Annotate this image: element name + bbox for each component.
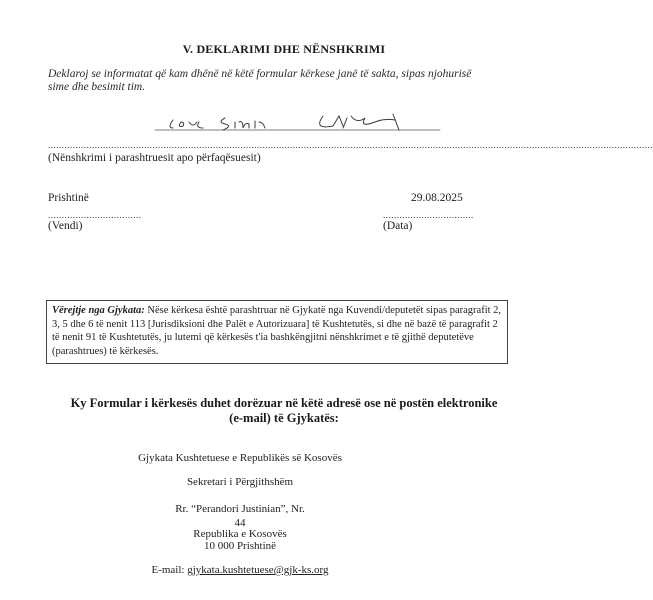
place-value: Prishtinë: [48, 192, 89, 204]
address-country: Republika e Kosovës: [193, 528, 287, 540]
address-court: Gjykata Kushtetuese e Republikës së Kosovës: [138, 452, 342, 464]
email-label: E-mail:: [151, 564, 188, 576]
date-value: 29.08.2025: [411, 192, 463, 204]
date-caption: (Data): [383, 220, 413, 232]
place-dotted-line: ..................................: [48, 210, 142, 220]
email-link[interactable]: gjykata.kushtetuese@gjk-ks.org: [187, 564, 329, 576]
court-notice-box: [46, 300, 508, 364]
handwritten-signature: [155, 108, 445, 136]
address-city: 10 000 Prishtinë: [203, 540, 277, 552]
notice-lead: Vërejtje nga Gjykata:: [52, 305, 145, 316]
address-office: Sekretari i Përgjithshëm: [186, 476, 294, 488]
submission-heading: [0, 396, 568, 426]
address-street: Rr. “Perandori Justinian”, Nr.: [175, 503, 305, 515]
signature-dotted-line: ............................................................................................................................................................................................................................: [48, 140, 653, 150]
date-dotted-line: .................................: [383, 210, 474, 220]
submission-heading-line1: Ky Formular i kërkesës duhet dorëzuar në këtë adresë ose në postën elektronike: [70, 396, 498, 410]
section-title: V. DEKLARIMI DHE NËNSHKRIMI: [182, 42, 386, 56]
place-caption: (Vendi): [48, 220, 83, 232]
declaration-text: Deklaroj se informatat që kam dhënë në këtë formular kërkese janë të sakta, sipas njohurisë sime dhe besimit tim.: [48, 68, 472, 93]
notice-text: Nëse kërkesa është parashtruar në Gjykatë nga Kuvendi/deputetët sipas paragrafit 2, 3, 5 dhe 6 të nenit 113 [Jurisdiksioni dhe Palët e Autorizuara] të Kushtetutës, si dhe në bazë të paragrafit 2 të nenit 91 të Kushtetutës, ju lutemi që kërkesës t'ia bashkëngjitni nënshkrimet e të gjithë deputetëve (parashtrues) të kërkesës.: [52, 305, 502, 357]
signature-caption: (Nënshkrimi i parashtruesit apo përfaqësuesit): [48, 152, 261, 164]
address-number: 44: [234, 517, 246, 529]
address-email: [0, 564, 480, 576]
submission-heading-line2: (e-mail) të Gjykatës:: [229, 411, 339, 425]
